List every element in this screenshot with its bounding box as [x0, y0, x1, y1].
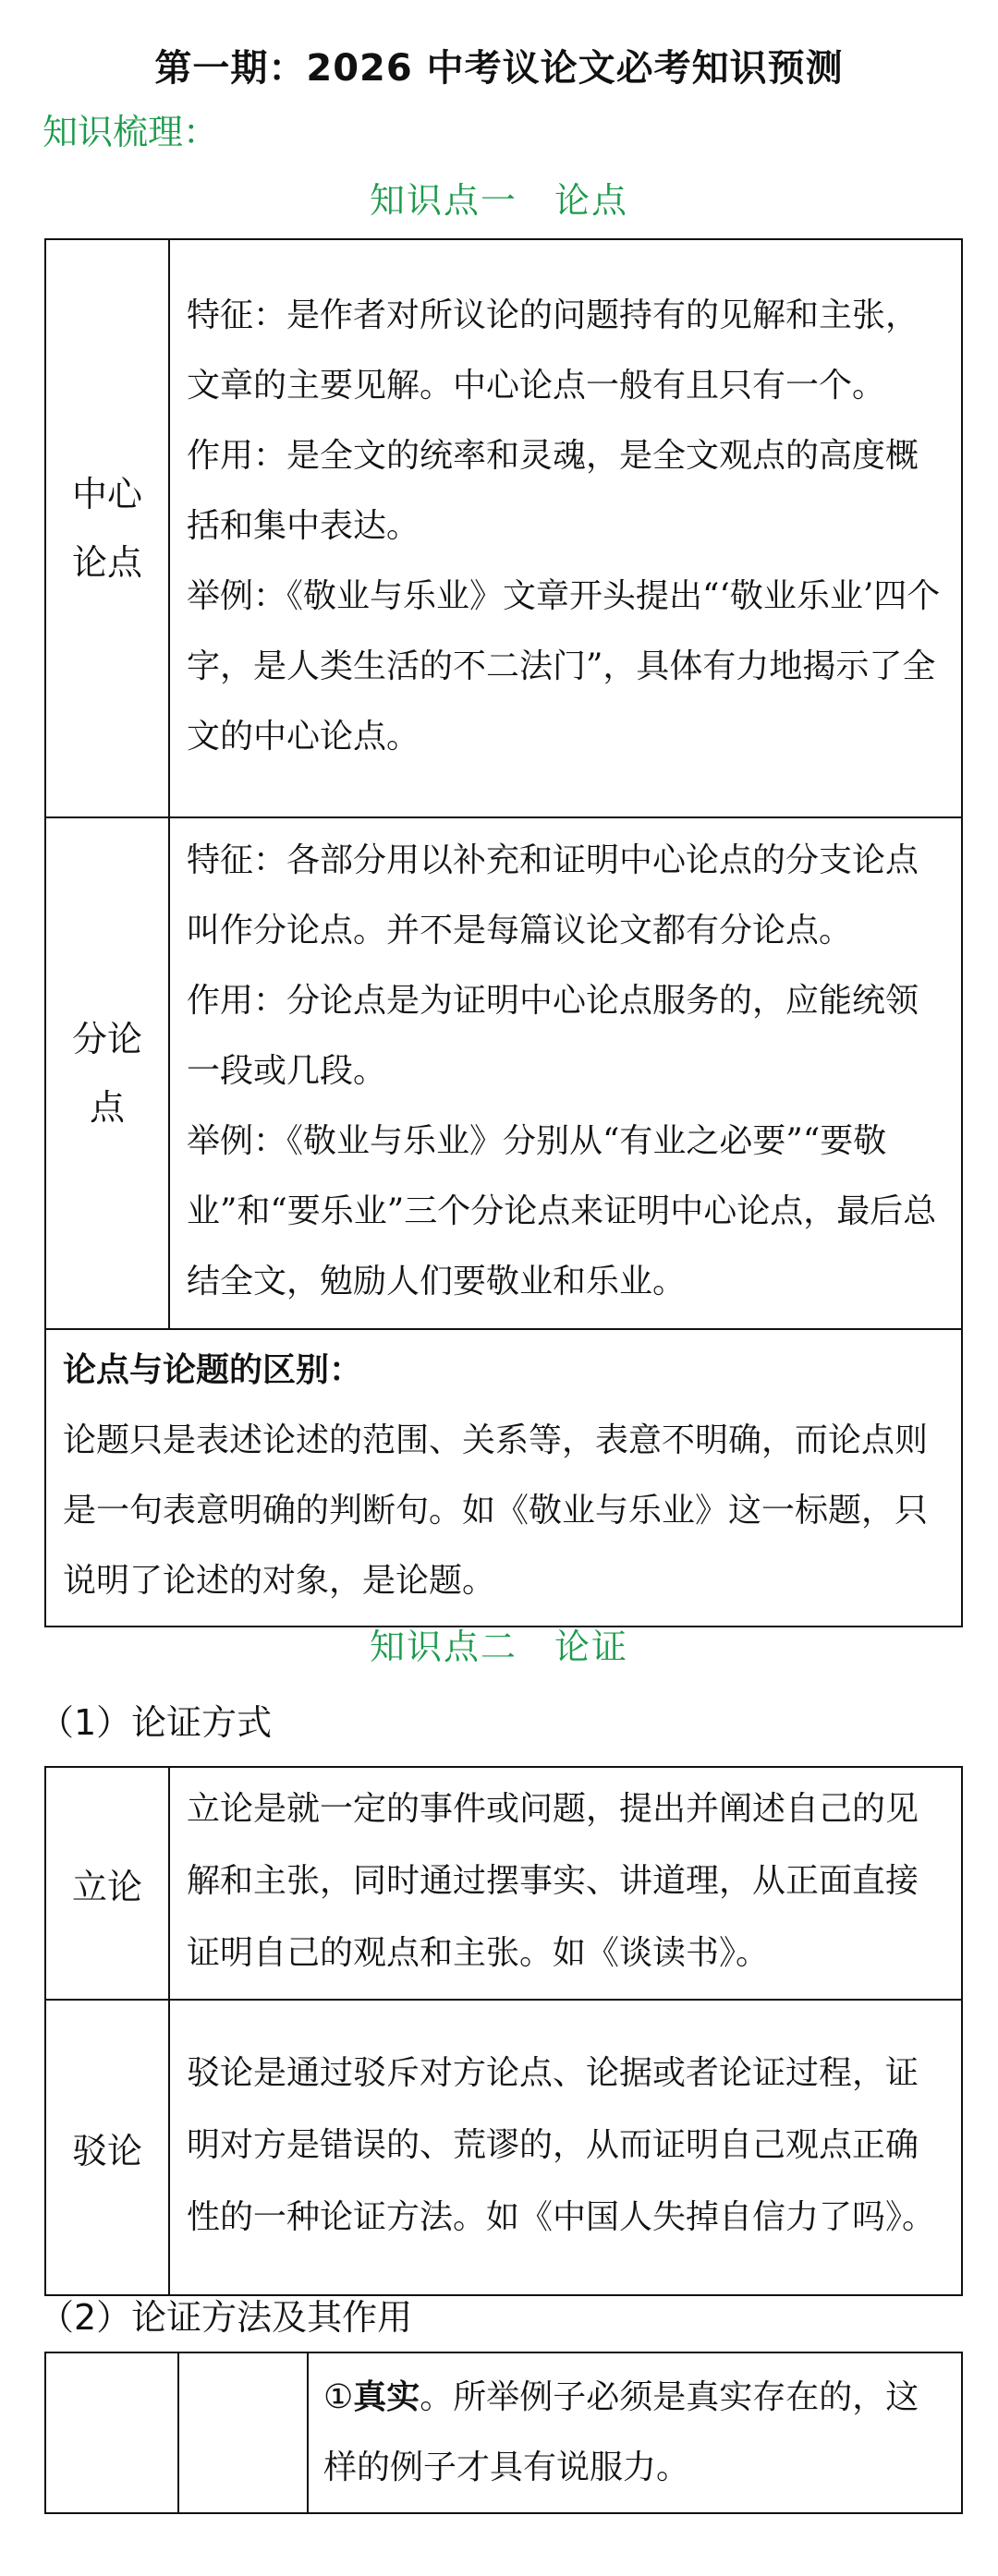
trait-label: 特征：: [187, 296, 287, 334]
trait-paragraph: [187, 281, 948, 421]
lilun-text: 立论是就一定的事件或问题，提出并阐述自己的见解和主张，同时通过摆事实、讲道理，从正面直接证明自己的观点和主张。如《谈读书》。: [169, 1767, 962, 2000]
example-text: 《敬业与乐业》分别从“有业之必要”“要敬业”和“要乐业”三个分论点来证明中心论点，最后总结全文，勉励人们要敬业和乐业。: [187, 1122, 937, 1300]
item-text: 。所举例子必须是真实存在的，这样的例子才具有说服力。: [323, 2378, 919, 2486]
section-1-name: 知识点一: [369, 180, 517, 221]
section-2-topic: 论证: [554, 1627, 629, 1667]
center-point-content: [169, 239, 962, 817]
bolun-text: 驳论是通过驳斥对方论点、论据或者论证过程，证明对方是错误的、荒谬的，从而证明自己观点正确性的一种论证方法。如《中国人失掉自信力了吗》。: [169, 2000, 962, 2295]
table-row: [45, 1329, 962, 1627]
subheading-argument-modes: （1）论证方式: [39, 1702, 273, 1743]
argument-method-table: [44, 2352, 963, 2514]
difference-paragraph: [63, 1406, 948, 1616]
table-row: [45, 817, 962, 1329]
example-label: 举例：: [187, 577, 287, 615]
use-label: 作用：: [187, 982, 287, 1020]
trait-text: 是作者对所议论的问题持有的见解和主张，文章的主要见解。中心论点一般有且只有一个。: [187, 296, 919, 405]
table-row: [45, 239, 962, 817]
difference-text: 论题只是表述论述的范围、关系等，表意不明确，而论点则是一句表意明确的判断句。: [63, 1421, 929, 1530]
argument-mode-table: [44, 1766, 963, 2296]
example-label: 举例：: [187, 1122, 287, 1160]
section-1-topic: 论点: [554, 180, 629, 221]
subheading-argument-methods: （2）论证方法及其作用: [39, 2297, 413, 2338]
item-number: ①: [323, 2378, 354, 2416]
method-name-cell: [45, 2352, 178, 2513]
knowledge-label: 知识梳理：: [43, 112, 219, 152]
lilun-label: 立论: [45, 1767, 169, 2000]
example-paragraph: [187, 562, 948, 772]
item-key: 真实: [353, 2378, 420, 2416]
table-row: [45, 1767, 962, 2000]
table-row: [45, 2352, 962, 2513]
trait-text: 各部分用以补充和证明中心论点的分支论点叫作分论点。并不是每篇议论文都有分论点。: [187, 841, 919, 949]
section-heading-1: [0, 172, 998, 223]
label-line: 中心: [71, 474, 142, 514]
center-point-label: [45, 239, 169, 817]
use-paragraph: [187, 421, 948, 562]
example-paragraph: [187, 1107, 948, 1317]
section-heading-2: [0, 1618, 998, 1669]
method-detail-cell: [308, 2352, 962, 2513]
use-text: 是全文的统率和灵魂，是全文观点的高度概括和集中表达。: [187, 437, 919, 545]
table-row: [45, 2000, 962, 2295]
difference-content: [45, 1329, 962, 1627]
label-line: 分论: [71, 1019, 142, 1059]
sub-point-content: [169, 817, 962, 1329]
page-title: 第一期：2026 中考议论文必考知识预测: [154, 47, 844, 90]
difference-heading: 论点与论题的区别：: [63, 1351, 363, 1389]
label-line: 点: [89, 1087, 125, 1128]
section-2-name: 知识点二: [369, 1627, 517, 1667]
use-label: 作用：: [187, 437, 287, 475]
sub-point-label: [45, 817, 169, 1329]
method-type-cell: [178, 2352, 308, 2513]
difference-example-text: 如《敬业与乐业》这一标题，只说明了论述的对象，是论题。: [63, 1492, 929, 1600]
bolun-label: 驳论: [45, 2000, 169, 2295]
argument-point-table: [44, 238, 963, 1627]
trait-label: 特征：: [187, 841, 287, 879]
label-line: 论点: [71, 542, 142, 583]
example-text: 《敬业与乐业》文章开头提出“‘敬业乐业’四个字，是人类生活的不二法门”，具体有力地揭示了全文的中心论点。: [187, 577, 941, 756]
trait-paragraph: [187, 826, 948, 966]
use-paragraph: [187, 966, 948, 1107]
use-text: 分论点是为证明中心论点服务的，应能统领一段或几段。: [187, 982, 919, 1090]
